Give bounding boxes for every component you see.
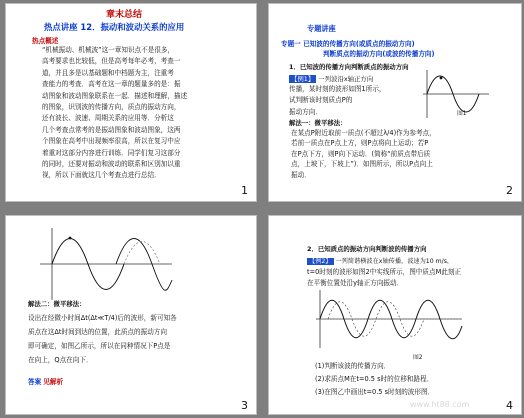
subtopic-1: 1．已知波的传播方向判断质点的振动方向 (289, 63, 409, 71)
overview-paragraph: “机械振动、机械波”这一章知识点不是很多， 高考要求也比较低，但是高考每年必考，考查一 道，并且多是以基础题和中档题为主，注重考 查能力的考查．高考在这一章的题量多的是：振 动图象和波动图象联系在一起．描述和理解，描述 的图象，识别波的传播方向，质点的振动方向， 还有波长、波速、周期关系的应用等．分析这 几个考查点常考的是振动图象和波动图象，这两 个图象在高考中出现频率很高，所以在复习中应 着重对这部分内容进行训练．同学们复习这部分 的同时，还要对振动和波动的联系和区别加以重 视，所以下面就这几个考查点进行总结． (42, 46, 188, 180)
slide-thumbnail-2[interactable] (268, 3, 522, 202)
answer-label: 答案 (28, 378, 42, 386)
subtopic-2: 2．已知质点的振动方向判断波的传播方向 (307, 245, 427, 253)
example-1: 【例1】 一列波沿x轴正方向 (291, 75, 374, 83)
wave-figure-2 (36, 224, 176, 304)
section-label: 热点概述 (32, 37, 59, 45)
section-header: 专题讲座 (307, 24, 336, 33)
slide-title: 章末总结 (106, 10, 143, 20)
example-1-body: 传播，某时刻的波形如图1所示， 试判断该时刻质点P的 振动方向． (289, 85, 386, 116)
question-list: (1)判断该波的传播方向． (2)求质点M在t=0.5 s时的位移和路程． (3)在图乙中画出t=0.5 s时刻的波形图． (315, 362, 435, 396)
slide-number: 4 (506, 399, 513, 412)
slide-number: 1 (241, 184, 248, 197)
solution-heading-2: 解法二：微平移法： (28, 300, 86, 308)
solution-2-body: 设出在经微小时间Δt(Δt≪T/4)后的波形，新可知各 质点在这Δt时间到达的位置，此质点的振动方向 即可确定，如图乙所示，所以在同种情况下P点是 在向上，Q点在向下． (28, 314, 177, 364)
figure-label-2: 图2 (413, 355, 423, 361)
example-tag: 【例1】 (291, 75, 315, 83)
figure-label: 图1 (457, 111, 467, 117)
answer-text: 见解析 (43, 378, 64, 386)
example-2-body: t=0时刻的波形如图2中实线所示，图中质点M此刻正 在平衡位置处沿y轴正方向振动． (307, 268, 462, 288)
solution-heading: 解法一：微平移法： (289, 119, 347, 127)
wave-figure-1 (419, 66, 491, 122)
solution-body: 在某点P附近取前一质点(不超过λ/4)作为参考点， 若前一质点在P点上方，则P点将向上运动；若P 在P点下方，则P向下运动．(简称“前质点带后质 点，上坡下，下坡上”)．如图所示，所以P点向上 振动． (291, 129, 436, 179)
example-2: 【例2】 一列简谐横波在x轴传播，波速为10 m/s， (309, 258, 454, 265)
example-tag: 【例2】 (309, 258, 332, 265)
slide-number: 2 (506, 184, 513, 197)
wave-figure-3 (314, 288, 464, 350)
slide-thumbnail-3[interactable] (5, 215, 257, 415)
answer-line (28, 376, 63, 386)
topic-line-2: 判断质点的振动方向(或波的传播方向) (323, 50, 435, 58)
slide-subtitle: 热点讲座 12．振动和波动关系的应用 (44, 22, 185, 32)
slide-thumbnail-4[interactable] (268, 215, 522, 415)
watermark: www.ht88.com (410, 400, 470, 409)
slide-thumbnail-1[interactable] (5, 3, 257, 202)
slide-number: 3 (241, 399, 248, 412)
topic-line-1: 专题一 已知波的传播方向(或质点的振动方向) (281, 40, 415, 48)
